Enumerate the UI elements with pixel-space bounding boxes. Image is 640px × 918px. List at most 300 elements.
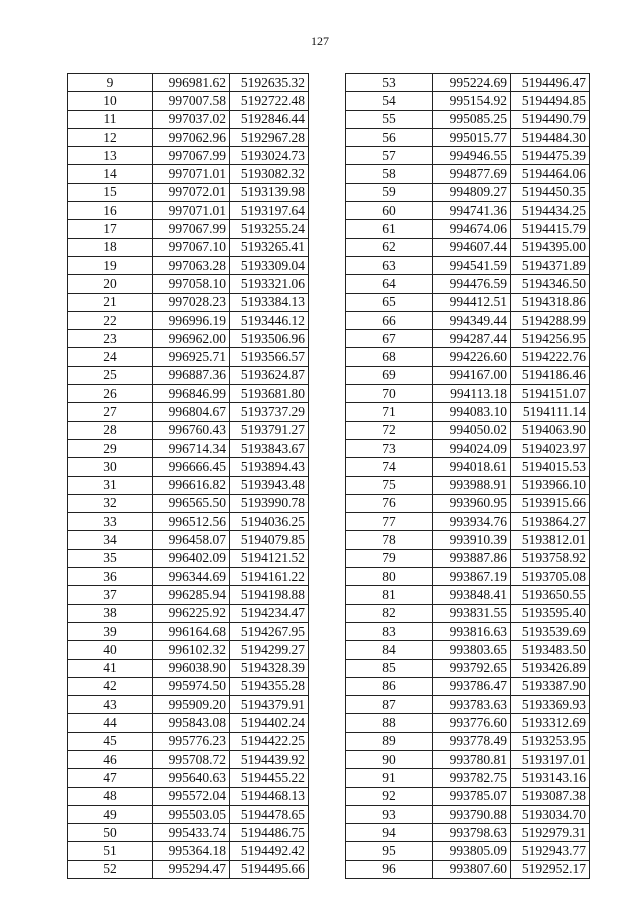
y-coordinate-cell: 5193087.38 [511, 787, 590, 805]
x-coordinate-cell: 995085.25 [433, 110, 511, 128]
y-coordinate-cell: 5193024.73 [230, 147, 309, 165]
point-number-cell: 58 [346, 165, 433, 183]
point-number-cell: 21 [68, 293, 153, 311]
table-row [68, 128, 309, 146]
y-coordinate-cell: 5194299.27 [230, 641, 309, 659]
table-row [68, 494, 309, 512]
table-row [346, 421, 590, 439]
y-coordinate-cell: 5194402.24 [230, 714, 309, 732]
point-number-cell: 63 [346, 256, 433, 274]
y-coordinate-cell: 5192979.31 [511, 824, 590, 842]
y-coordinate-cell: 5193197.64 [230, 202, 309, 220]
y-coordinate-cell: 5194496.47 [511, 74, 590, 92]
point-number-cell: 94 [346, 824, 433, 842]
table-row [68, 805, 309, 823]
point-number-cell: 45 [68, 732, 153, 750]
table-row [346, 549, 590, 567]
y-coordinate-cell: 5193082.32 [230, 165, 309, 183]
table-row [68, 330, 309, 348]
x-coordinate-cell: 994877.69 [433, 165, 511, 183]
point-number-cell: 56 [346, 128, 433, 146]
point-number-cell: 71 [346, 403, 433, 421]
x-coordinate-cell: 993934.76 [433, 513, 511, 531]
table-row [68, 275, 309, 293]
y-coordinate-cell: 5194222.76 [511, 348, 590, 366]
x-coordinate-cell: 993960.95 [433, 494, 511, 512]
x-coordinate-cell: 996846.99 [153, 385, 230, 403]
y-coordinate-cell: 5193034.70 [511, 805, 590, 823]
y-coordinate-cell: 5193681.80 [230, 385, 309, 403]
x-coordinate-cell: 994083.10 [433, 403, 511, 421]
point-number-cell: 51 [68, 842, 153, 860]
y-coordinate-cell: 5194111.14 [511, 403, 590, 421]
y-coordinate-cell: 5193506.96 [230, 330, 309, 348]
table-row [346, 110, 590, 128]
y-coordinate-cell: 5192635.32 [230, 74, 309, 92]
y-coordinate-cell: 5193915.66 [511, 494, 590, 512]
y-coordinate-cell: 5194495.66 [230, 860, 309, 878]
table-row [346, 293, 590, 311]
x-coordinate-cell: 994946.55 [433, 147, 511, 165]
table-row [68, 220, 309, 238]
x-coordinate-cell: 993785.07 [433, 787, 511, 805]
x-coordinate-cell: 996402.09 [153, 549, 230, 567]
table-row [68, 641, 309, 659]
x-coordinate-cell: 996666.45 [153, 458, 230, 476]
table-row [346, 439, 590, 457]
y-coordinate-cell: 5192952.17 [511, 860, 590, 878]
table-row [68, 183, 309, 201]
point-number-cell: 65 [346, 293, 433, 311]
table-row [346, 385, 590, 403]
table-row [68, 92, 309, 110]
x-coordinate-cell: 993805.09 [433, 842, 511, 860]
point-number-cell: 90 [346, 750, 433, 768]
y-coordinate-cell: 5193197.01 [511, 750, 590, 768]
table-row [68, 824, 309, 842]
point-number-cell: 85 [346, 659, 433, 677]
point-number-cell: 41 [68, 659, 153, 677]
x-coordinate-cell: 993887.86 [433, 549, 511, 567]
table-row [346, 750, 590, 768]
y-coordinate-cell: 5194198.88 [230, 586, 309, 604]
table-row [68, 604, 309, 622]
y-coordinate-cell: 5194484.30 [511, 128, 590, 146]
x-coordinate-cell: 996714.34 [153, 439, 230, 457]
x-coordinate-cell: 997063.28 [153, 256, 230, 274]
y-coordinate-cell: 5194161.22 [230, 568, 309, 586]
x-coordinate-cell: 996344.69 [153, 568, 230, 586]
point-number-cell: 76 [346, 494, 433, 512]
x-coordinate-cell: 993848.41 [433, 586, 511, 604]
table-row [346, 659, 590, 677]
point-number-cell: 44 [68, 714, 153, 732]
y-coordinate-cell: 5193966.10 [511, 476, 590, 494]
x-coordinate-cell: 994412.51 [433, 293, 511, 311]
point-number-cell: 20 [68, 275, 153, 293]
table-row [68, 860, 309, 878]
point-number-cell: 37 [68, 586, 153, 604]
x-coordinate-cell: 995909.20 [153, 696, 230, 714]
x-coordinate-cell: 997007.58 [153, 92, 230, 110]
table-row [346, 622, 590, 640]
x-coordinate-cell: 994809.27 [433, 183, 511, 201]
x-coordinate-cell: 993780.81 [433, 750, 511, 768]
point-number-cell: 74 [346, 458, 433, 476]
table-row [68, 293, 309, 311]
table-row [346, 92, 590, 110]
x-coordinate-cell: 995503.05 [153, 805, 230, 823]
x-coordinate-cell: 996981.62 [153, 74, 230, 92]
point-number-cell: 87 [346, 696, 433, 714]
table-row [68, 202, 309, 220]
point-number-cell: 22 [68, 311, 153, 329]
y-coordinate-cell: 5193595.40 [511, 604, 590, 622]
x-coordinate-cell: 993798.63 [433, 824, 511, 842]
y-coordinate-cell: 5194186.46 [511, 366, 590, 384]
table-row [346, 787, 590, 805]
point-number-cell: 55 [346, 110, 433, 128]
y-coordinate-cell: 5192943.77 [511, 842, 590, 860]
x-coordinate-cell: 995843.08 [153, 714, 230, 732]
y-coordinate-cell: 5194475.39 [511, 147, 590, 165]
y-coordinate-cell: 5194494.85 [511, 92, 590, 110]
point-number-cell: 81 [346, 586, 433, 604]
x-coordinate-cell: 997067.99 [153, 220, 230, 238]
y-coordinate-cell: 5194464.06 [511, 165, 590, 183]
y-coordinate-cell: 5193426.89 [511, 659, 590, 677]
point-number-cell: 26 [68, 385, 153, 403]
x-coordinate-cell: 994541.59 [433, 256, 511, 274]
point-number-cell: 33 [68, 513, 153, 531]
point-number-cell: 96 [346, 860, 433, 878]
x-coordinate-cell: 994741.36 [433, 202, 511, 220]
x-coordinate-cell: 996038.90 [153, 659, 230, 677]
table-row [346, 366, 590, 384]
y-coordinate-cell: 5193255.24 [230, 220, 309, 238]
point-number-cell: 83 [346, 622, 433, 640]
y-coordinate-cell: 5192722.48 [230, 92, 309, 110]
x-coordinate-cell: 995776.23 [153, 732, 230, 750]
table-row [68, 531, 309, 549]
table-row [68, 385, 309, 403]
x-coordinate-cell: 996565.50 [153, 494, 230, 512]
point-number-cell: 19 [68, 256, 153, 274]
point-number-cell: 73 [346, 439, 433, 457]
point-number-cell: 91 [346, 769, 433, 787]
point-number-cell: 46 [68, 750, 153, 768]
point-number-cell: 10 [68, 92, 153, 110]
table-row [68, 549, 309, 567]
table-row [346, 604, 590, 622]
point-number-cell: 42 [68, 677, 153, 695]
point-number-cell: 52 [68, 860, 153, 878]
y-coordinate-cell: 5194346.50 [511, 275, 590, 293]
x-coordinate-cell: 993782.75 [433, 769, 511, 787]
y-coordinate-cell: 5193843.67 [230, 439, 309, 457]
point-number-cell: 27 [68, 403, 153, 421]
x-coordinate-cell: 994476.59 [433, 275, 511, 293]
x-coordinate-cell: 994226.60 [433, 348, 511, 366]
y-coordinate-cell: 5194036.25 [230, 513, 309, 531]
x-coordinate-cell: 993783.63 [433, 696, 511, 714]
x-coordinate-cell: 995708.72 [153, 750, 230, 768]
table-row [68, 403, 309, 421]
point-number-cell: 62 [346, 238, 433, 256]
point-number-cell: 92 [346, 787, 433, 805]
table-row [68, 732, 309, 750]
x-coordinate-cell: 997072.01 [153, 183, 230, 201]
y-coordinate-cell: 5193791.27 [230, 421, 309, 439]
point-number-cell: 86 [346, 677, 433, 695]
coordinates-table-right [345, 73, 590, 879]
point-number-cell: 88 [346, 714, 433, 732]
point-number-cell: 77 [346, 513, 433, 531]
table-row [68, 421, 309, 439]
x-coordinate-cell: 993816.63 [433, 622, 511, 640]
y-coordinate-cell: 5194063.90 [511, 421, 590, 439]
table-row [346, 641, 590, 659]
table-row [346, 165, 590, 183]
x-coordinate-cell: 993790.88 [433, 805, 511, 823]
point-number-cell: 79 [346, 549, 433, 567]
y-coordinate-cell: 5194450.35 [511, 183, 590, 201]
point-number-cell: 23 [68, 330, 153, 348]
x-coordinate-cell: 996887.36 [153, 366, 230, 384]
table-row [346, 403, 590, 421]
point-number-cell: 34 [68, 531, 153, 549]
y-coordinate-cell: 5194256.95 [511, 330, 590, 348]
x-coordinate-cell: 997071.01 [153, 202, 230, 220]
table-row [346, 183, 590, 201]
table-row [68, 348, 309, 366]
x-coordinate-cell: 996102.32 [153, 641, 230, 659]
x-coordinate-cell: 996760.43 [153, 421, 230, 439]
point-number-cell: 70 [346, 385, 433, 403]
point-number-cell: 67 [346, 330, 433, 348]
point-number-cell: 64 [346, 275, 433, 293]
table-row [68, 769, 309, 787]
table-row [346, 74, 590, 92]
y-coordinate-cell: 5193539.69 [511, 622, 590, 640]
x-coordinate-cell: 996164.68 [153, 622, 230, 640]
x-coordinate-cell: 993807.60 [433, 860, 511, 878]
table-row [68, 366, 309, 384]
y-coordinate-cell: 5194023.97 [511, 439, 590, 457]
table-row [68, 696, 309, 714]
point-number-cell: 18 [68, 238, 153, 256]
y-coordinate-cell: 5193139.98 [230, 183, 309, 201]
table-row [346, 128, 590, 146]
point-number-cell: 9 [68, 74, 153, 92]
table-row [346, 330, 590, 348]
table-row [346, 220, 590, 238]
page-number: 127 [311, 34, 329, 48]
x-coordinate-cell: 995154.92 [433, 92, 511, 110]
y-coordinate-cell: 5193321.06 [230, 275, 309, 293]
point-number-cell: 50 [68, 824, 153, 842]
x-coordinate-cell: 995294.47 [153, 860, 230, 878]
table-row [346, 696, 590, 714]
x-coordinate-cell: 993776.60 [433, 714, 511, 732]
table-row [346, 311, 590, 329]
y-coordinate-cell: 5194121.52 [230, 549, 309, 567]
table-row [68, 842, 309, 860]
y-coordinate-cell: 5193864.27 [511, 513, 590, 531]
y-coordinate-cell: 5194455.22 [230, 769, 309, 787]
x-coordinate-cell: 996925.71 [153, 348, 230, 366]
y-coordinate-cell: 5192967.28 [230, 128, 309, 146]
point-number-cell: 16 [68, 202, 153, 220]
table-row [346, 677, 590, 695]
point-number-cell: 29 [68, 439, 153, 457]
point-number-cell: 93 [346, 805, 433, 823]
y-coordinate-cell: 5194379.91 [230, 696, 309, 714]
table-row [68, 165, 309, 183]
table-row [68, 659, 309, 677]
x-coordinate-cell: 995572.04 [153, 787, 230, 805]
point-number-cell: 57 [346, 147, 433, 165]
x-coordinate-cell: 996512.56 [153, 513, 230, 531]
table-row [346, 860, 590, 878]
point-number-cell: 84 [346, 641, 433, 659]
x-coordinate-cell: 996225.92 [153, 604, 230, 622]
point-number-cell: 89 [346, 732, 433, 750]
x-coordinate-cell: 996804.67 [153, 403, 230, 421]
y-coordinate-cell: 5194267.95 [230, 622, 309, 640]
y-coordinate-cell: 5193624.87 [230, 366, 309, 384]
x-coordinate-cell: 997028.23 [153, 293, 230, 311]
x-coordinate-cell: 996616.82 [153, 476, 230, 494]
point-number-cell: 47 [68, 769, 153, 787]
x-coordinate-cell: 993792.65 [433, 659, 511, 677]
y-coordinate-cell: 5194328.39 [230, 659, 309, 677]
point-number-cell: 72 [346, 421, 433, 439]
point-number-cell: 36 [68, 568, 153, 586]
x-coordinate-cell: 995364.18 [153, 842, 230, 860]
point-number-cell: 95 [346, 842, 433, 860]
x-coordinate-cell: 996996.19 [153, 311, 230, 329]
table-row [68, 147, 309, 165]
table-row [68, 476, 309, 494]
y-coordinate-cell: 5193384.13 [230, 293, 309, 311]
y-coordinate-cell: 5193483.50 [511, 641, 590, 659]
y-coordinate-cell: 5193446.12 [230, 311, 309, 329]
point-number-cell: 28 [68, 421, 153, 439]
y-coordinate-cell: 5194355.28 [230, 677, 309, 695]
point-number-cell: 31 [68, 476, 153, 494]
table-row [68, 439, 309, 457]
point-number-cell: 13 [68, 147, 153, 165]
table-row [346, 568, 590, 586]
y-coordinate-cell: 5194151.07 [511, 385, 590, 403]
point-number-cell: 78 [346, 531, 433, 549]
x-coordinate-cell: 996285.94 [153, 586, 230, 604]
point-number-cell: 80 [346, 568, 433, 586]
x-coordinate-cell: 993867.19 [433, 568, 511, 586]
table-row [68, 513, 309, 531]
table-row [346, 348, 590, 366]
y-coordinate-cell: 5194486.75 [230, 824, 309, 842]
x-coordinate-cell: 997067.10 [153, 238, 230, 256]
y-coordinate-cell: 5194395.00 [511, 238, 590, 256]
point-number-cell: 40 [68, 641, 153, 659]
point-number-cell: 43 [68, 696, 153, 714]
point-number-cell: 69 [346, 366, 433, 384]
y-coordinate-cell: 5193369.93 [511, 696, 590, 714]
y-coordinate-cell: 5194318.86 [511, 293, 590, 311]
table-row [346, 586, 590, 604]
table-row [68, 787, 309, 805]
y-coordinate-cell: 5193309.04 [230, 256, 309, 274]
point-number-cell: 12 [68, 128, 153, 146]
table-row [346, 769, 590, 787]
x-coordinate-cell: 993988.91 [433, 476, 511, 494]
x-coordinate-cell: 994287.44 [433, 330, 511, 348]
point-number-cell: 75 [346, 476, 433, 494]
y-coordinate-cell: 5193253.95 [511, 732, 590, 750]
table-row [346, 714, 590, 732]
point-number-cell: 38 [68, 604, 153, 622]
point-number-cell: 61 [346, 220, 433, 238]
x-coordinate-cell: 993831.55 [433, 604, 511, 622]
y-coordinate-cell: 5192846.44 [230, 110, 309, 128]
point-number-cell: 15 [68, 183, 153, 201]
y-coordinate-cell: 5194015.53 [511, 458, 590, 476]
y-coordinate-cell: 5193387.90 [511, 677, 590, 695]
point-number-cell: 54 [346, 92, 433, 110]
table-row [346, 275, 590, 293]
point-number-cell: 24 [68, 348, 153, 366]
table-row [68, 311, 309, 329]
table-row [68, 586, 309, 604]
table-row [346, 531, 590, 549]
x-coordinate-cell: 994349.44 [433, 311, 511, 329]
point-number-cell: 14 [68, 165, 153, 183]
point-number-cell: 11 [68, 110, 153, 128]
table-row [68, 750, 309, 768]
table-row [346, 238, 590, 256]
table-row [346, 842, 590, 860]
table-row [68, 458, 309, 476]
y-coordinate-cell: 5193566.57 [230, 348, 309, 366]
y-coordinate-cell: 5193650.55 [511, 586, 590, 604]
x-coordinate-cell: 993910.39 [433, 531, 511, 549]
x-coordinate-cell: 995015.77 [433, 128, 511, 146]
point-number-cell: 39 [68, 622, 153, 640]
point-number-cell: 30 [68, 458, 153, 476]
table-row [346, 147, 590, 165]
y-coordinate-cell: 5194439.92 [230, 750, 309, 768]
table-row [68, 714, 309, 732]
y-coordinate-cell: 5193758.92 [511, 549, 590, 567]
table-row [346, 805, 590, 823]
x-coordinate-cell: 994113.18 [433, 385, 511, 403]
x-coordinate-cell: 995433.74 [153, 824, 230, 842]
y-coordinate-cell: 5193143.16 [511, 769, 590, 787]
x-coordinate-cell: 993778.49 [433, 732, 511, 750]
y-coordinate-cell: 5193990.78 [230, 494, 309, 512]
y-coordinate-cell: 5193705.08 [511, 568, 590, 586]
x-coordinate-cell: 997067.99 [153, 147, 230, 165]
point-number-cell: 48 [68, 787, 153, 805]
point-number-cell: 35 [68, 549, 153, 567]
x-coordinate-cell: 994607.44 [433, 238, 511, 256]
x-coordinate-cell: 997037.02 [153, 110, 230, 128]
table-row [346, 494, 590, 512]
x-coordinate-cell: 995974.50 [153, 677, 230, 695]
y-coordinate-cell: 5194415.79 [511, 220, 590, 238]
